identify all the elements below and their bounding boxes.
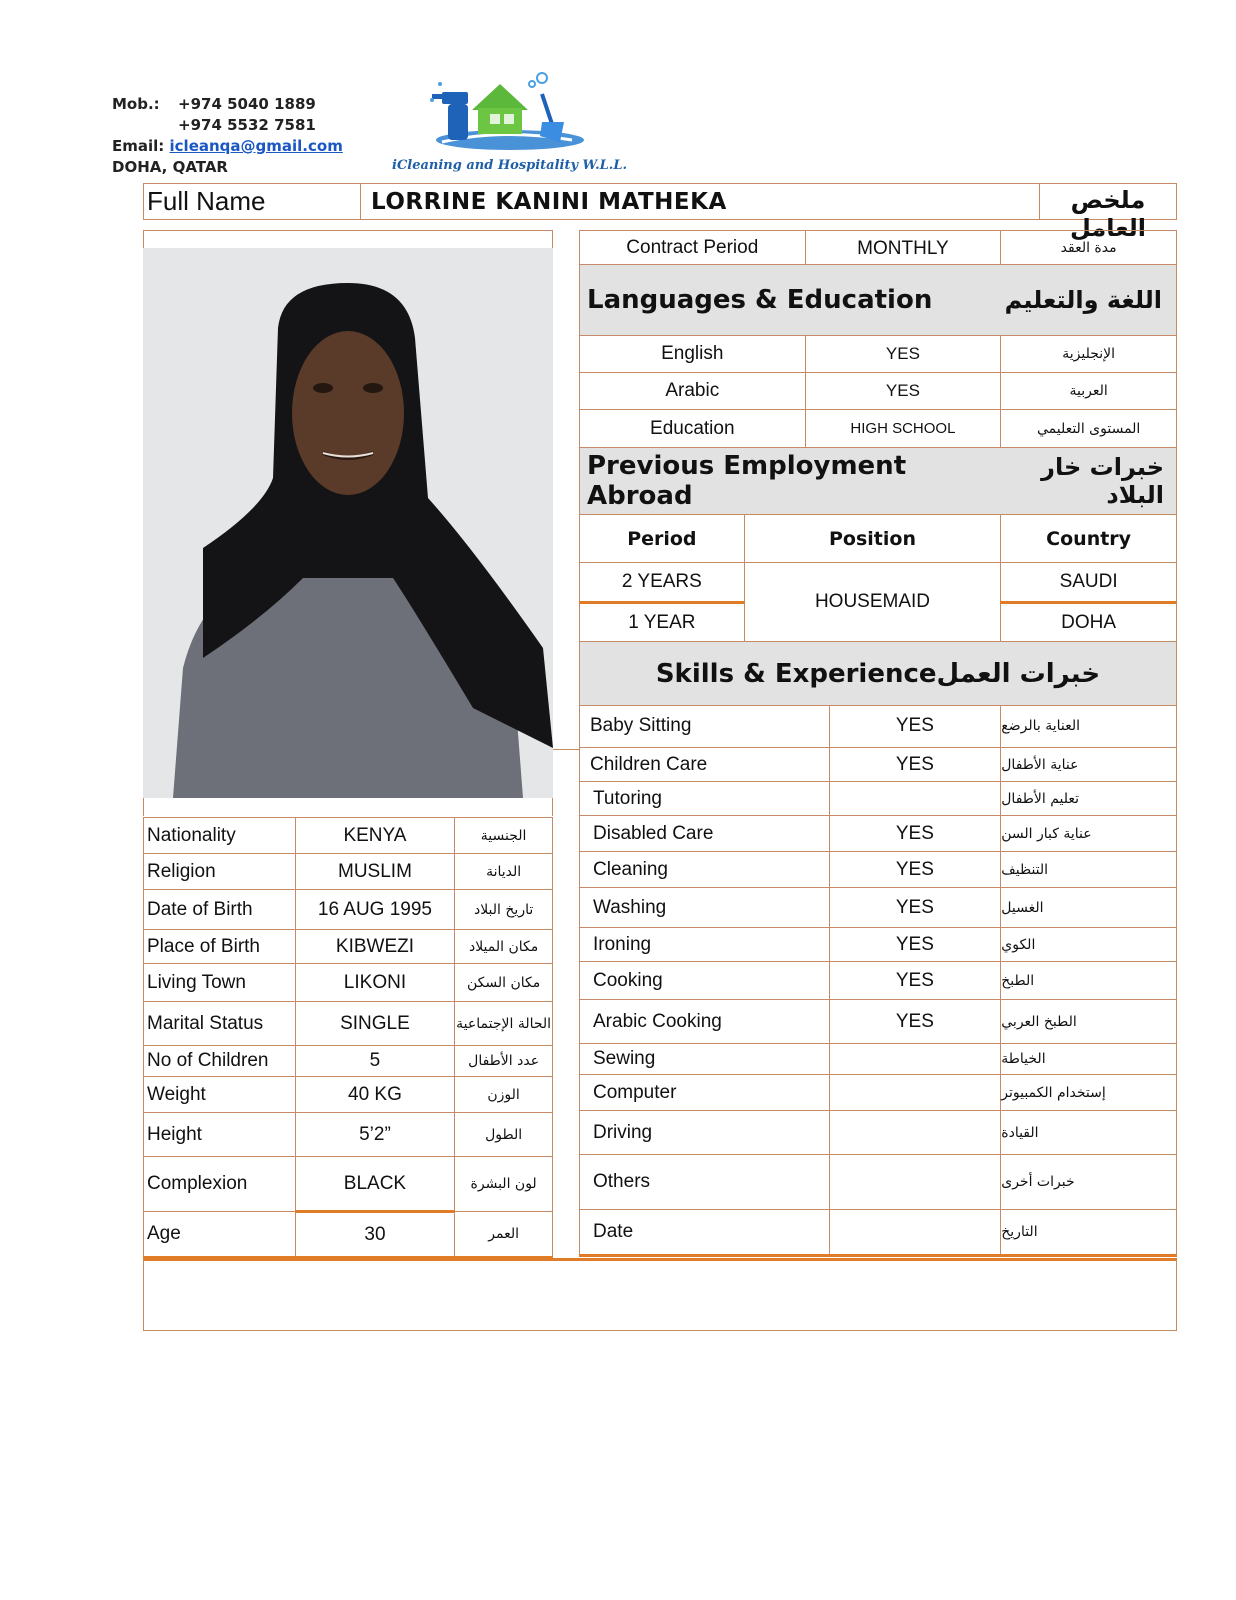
skill-label: Driving	[593, 1121, 653, 1143]
religion-value: MUSLIM	[338, 860, 412, 882]
skill-label: Date	[593, 1221, 634, 1242]
skill-label: Cleaning	[593, 858, 668, 880]
skill-arabic: الطبخ العربي	[1001, 1013, 1077, 1030]
languages-section-header	[580, 265, 1177, 336]
living-town-arabic: مكان السكن	[466, 974, 541, 991]
table-row	[580, 410, 1177, 448]
country-2: DOHA	[1061, 611, 1117, 633]
nationality-arabic: الجنسية	[480, 827, 527, 844]
english-value: YES	[885, 344, 920, 363]
notes-box	[143, 1258, 1177, 1331]
skill-arabic: العناية بالرضع	[1001, 717, 1080, 734]
table-row	[580, 928, 1177, 962]
skill-value: YES	[895, 933, 934, 955]
skill-label: Arabic Cooking	[593, 1010, 722, 1032]
complexion-value: BLACK	[343, 1172, 407, 1194]
marital-status-label: Marital Status	[147, 1012, 264, 1034]
place-of-birth-label: Place of Birth	[147, 935, 260, 957]
age-label: Age	[147, 1223, 181, 1244]
nationality-value: KENYA	[343, 824, 407, 846]
height-arabic: الطول	[485, 1126, 523, 1143]
skill-arabic: عناية الأطفال	[1001, 756, 1079, 773]
employment-title-arabic: خبرات خار البلاد	[1041, 453, 1164, 509]
mobile-number-1: +974 5040 1889	[178, 95, 316, 113]
contract-row	[580, 231, 1177, 265]
worker-summary-arabic: ملخص العامل	[1069, 186, 1147, 242]
skill-arabic: التاريخ	[1001, 1224, 1038, 1240]
full-name-label: Full Name	[147, 186, 266, 216]
table-row	[580, 852, 1177, 888]
dob-label: Date of Birth	[147, 898, 253, 920]
details-table	[579, 230, 1177, 1257]
table-row	[580, 888, 1177, 928]
country-1: SAUDI	[1059, 571, 1118, 592]
table-row	[580, 706, 1177, 748]
languages-title: Languages & Education	[587, 285, 933, 315]
education-arabic: المستوى التعليمي	[1036, 420, 1141, 437]
table-row	[580, 1210, 1177, 1256]
skill-arabic: إستخدام الكمبيوتر	[1001, 1084, 1106, 1101]
languages-title-arabic: اللغة والتعليم	[1004, 286, 1162, 314]
english-arabic: الإنجليزية	[1062, 346, 1116, 362]
table-row	[144, 1212, 553, 1258]
children-label: No of Children	[147, 1050, 269, 1071]
table-row	[580, 816, 1177, 852]
person-photo-illustration	[143, 248, 553, 798]
table-row	[580, 962, 1177, 1000]
table-row	[144, 1077, 553, 1113]
full-name-bar	[143, 183, 1177, 242]
skill-arabic: الخياطة	[1001, 1051, 1046, 1067]
place-of-birth-arabic: مكان الميلاد	[468, 938, 539, 955]
period-1: 2 YEARS	[621, 571, 702, 592]
contract-label: Contract Period	[626, 236, 759, 258]
position-value: HOUSEMAID	[814, 591, 931, 612]
table-row	[580, 1000, 1177, 1044]
skill-label: Ironing	[593, 933, 652, 955]
table-row	[580, 1075, 1177, 1111]
skill-label: Others	[593, 1171, 651, 1192]
table-row	[144, 964, 553, 1002]
table-row	[580, 782, 1177, 816]
skill-arabic: الكوي	[1001, 936, 1036, 953]
table-row	[580, 563, 1177, 603]
table-row	[144, 818, 553, 854]
weight-label: Weight	[147, 1083, 206, 1105]
marital-status-arabic: الحالة الإجتماعية	[456, 1015, 552, 1032]
children-arabic: عدد الأطفال	[468, 1053, 540, 1069]
table-row	[580, 748, 1177, 782]
employment-header-row	[580, 515, 1177, 563]
religion-arabic: الديانة	[486, 863, 522, 880]
table-row	[144, 1046, 553, 1077]
email-label: Email:	[112, 137, 165, 155]
location: DOHA, QATAR	[112, 158, 228, 176]
skill-arabic: القيادة	[1001, 1124, 1039, 1141]
height-value: 5’2”	[359, 1123, 391, 1145]
weight-value: 40 KG	[348, 1083, 402, 1105]
table-row	[580, 1155, 1177, 1210]
mobile-label: Mob.:	[112, 95, 160, 113]
nationality-label: Nationality	[147, 824, 236, 846]
position-header: Position	[829, 527, 916, 550]
skill-value: YES	[895, 896, 934, 918]
logo-graphic	[392, 70, 606, 160]
skill-label: Baby Sitting	[590, 714, 692, 736]
period-2: 1 YEAR	[628, 611, 696, 633]
mobile-number-2: +974 5532 7581	[178, 116, 316, 134]
skill-value: YES	[895, 858, 934, 880]
dob-value: 16 AUG 1995	[317, 898, 432, 920]
skills-section-header	[580, 642, 1177, 706]
country-header: Country	[1046, 527, 1132, 550]
arabic-label: Arabic	[665, 380, 720, 401]
education-label: Education	[650, 417, 735, 439]
height-label: Height	[147, 1123, 202, 1145]
skill-arabic: خبرات أخرى	[1001, 1174, 1075, 1190]
religion-label: Religion	[147, 860, 216, 882]
period-header: Period	[627, 527, 697, 550]
dob-arabic: تاريخ البلاد	[473, 901, 534, 918]
skills-title-arabic: خبرات العمل	[936, 658, 1101, 689]
skills-title: Skills & Experience	[655, 658, 937, 689]
skill-value: YES	[895, 969, 934, 991]
arabic-arabic: العربية	[1069, 383, 1108, 399]
table-row	[144, 1157, 553, 1212]
skill-arabic: تعليم الأطفال	[1001, 790, 1080, 807]
english-label: English	[661, 343, 724, 364]
skill-label: Cooking	[593, 969, 663, 991]
skill-label: Sewing	[593, 1048, 656, 1069]
education-value: HIGH SCHOOL	[850, 420, 956, 437]
contract-arabic: مدة العقد	[1060, 239, 1117, 256]
company-logo	[392, 70, 627, 180]
full-name-value: LORRINE KANINI MATHEKA	[371, 188, 727, 215]
living-town-label: Living Town	[147, 971, 246, 993]
email-link[interactable]: icleanqa@gmail.com	[169, 137, 343, 155]
table-row	[144, 930, 553, 964]
skill-value: YES	[895, 1010, 934, 1032]
table-row	[144, 854, 553, 890]
marital-status-value: SINGLE	[340, 1012, 410, 1034]
skill-value: YES	[895, 822, 934, 844]
skill-value: YES	[895, 714, 934, 736]
arabic-value: YES	[885, 381, 920, 400]
complexion-arabic: لون البشرة	[470, 1176, 537, 1192]
weight-arabic: الوزن	[487, 1086, 520, 1103]
skill-label: Computer	[593, 1081, 677, 1103]
employment-title: Previous Employment Abroad	[587, 451, 907, 511]
divider	[553, 749, 579, 750]
candidate-photo	[143, 248, 553, 798]
skill-label: Children Care	[590, 753, 708, 775]
skill-label: Washing	[593, 896, 667, 918]
table-row	[144, 1113, 553, 1157]
table-row	[580, 1044, 1177, 1075]
skill-arabic: التنظيف	[1001, 861, 1049, 878]
place-of-birth-value: KIBWEZI	[335, 935, 415, 957]
living-town-value: LIKONI	[343, 971, 407, 993]
table-row	[144, 1002, 553, 1046]
children-value: 5	[369, 1050, 381, 1071]
skill-arabic: الطبخ	[1001, 972, 1035, 989]
contact-block	[112, 94, 343, 178]
age-arabic: العمر	[488, 1226, 519, 1242]
complexion-label: Complexion	[147, 1173, 248, 1194]
skill-label: Tutoring	[593, 787, 662, 809]
skill-label: Disabled Care	[593, 822, 714, 844]
skill-value: YES	[895, 753, 934, 775]
age-value: 30	[364, 1223, 386, 1245]
skill-arabic: الغسيل	[1001, 899, 1044, 916]
contract-value: MONTHLY	[857, 237, 949, 259]
table-row	[580, 373, 1177, 410]
table-row	[580, 336, 1177, 373]
skill-arabic: عناية كبار السن	[1001, 825, 1092, 842]
table-row	[144, 890, 553, 930]
table-row	[580, 1111, 1177, 1155]
logo-text: iCleaning and Hospitality W.L.L.	[392, 158, 627, 173]
personal-info-table	[143, 817, 553, 1259]
employment-section-header	[580, 448, 1177, 515]
